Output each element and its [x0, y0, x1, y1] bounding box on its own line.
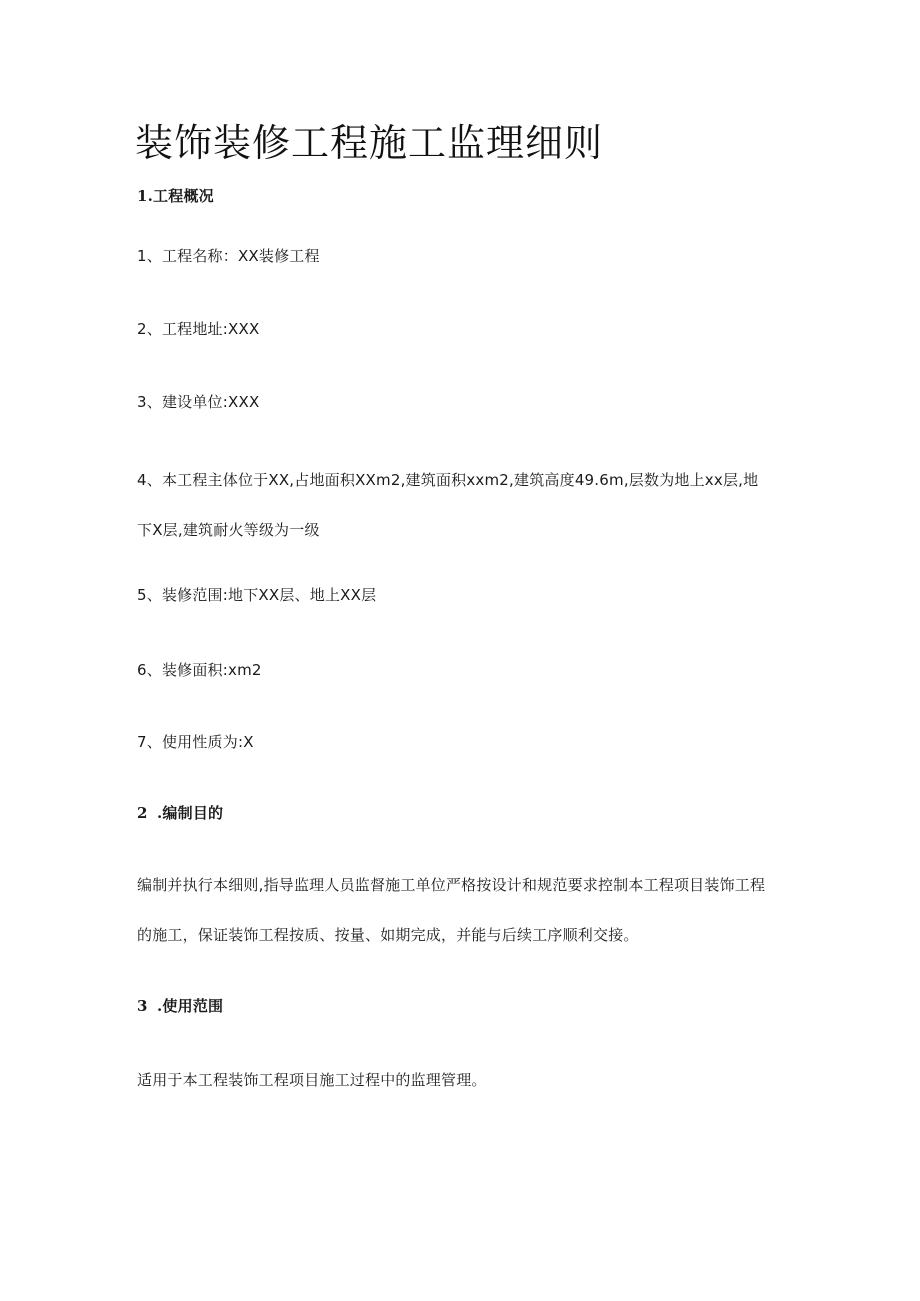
overview-item-1: 1、工程名称：XX装修工程	[137, 247, 320, 265]
purpose-paragraph-line-1: 编制并执行本细则,指导监理人员监督施工单位严格按设计和规范要求控制本工程项目装饰工程	[137, 876, 766, 894]
section-2-number: 2	[137, 804, 148, 822]
overview-item-2: 2、工程地址:XXX	[137, 320, 260, 338]
section-2-heading	[137, 803, 223, 823]
overview-item-4-line-1: 4、本工程主体位于XX,占地面积XXm2,建筑面积xxm2,建筑高度49.6m,层数为地上xx层,地	[137, 471, 759, 489]
section-3-label: .使用范围	[157, 997, 224, 1015]
section-1-heading: 1.工程概况	[137, 187, 214, 205]
section-3-heading	[137, 996, 223, 1016]
overview-item-7: 7、使用性质为:X	[137, 733, 254, 751]
document-title: 装饰装修工程施工监理细则	[135, 121, 604, 165]
section-2-label: .编制目的	[157, 804, 224, 822]
purpose-paragraph-line-2: 的施工，保证装饰工程按质、按量、如期完成，并能与后续工序顺利交接。	[137, 926, 639, 944]
overview-item-6: 6、装修面积:xm2	[137, 661, 262, 679]
section-3-number: 3	[137, 997, 148, 1015]
overview-item-3: 3、建设单位:XXX	[137, 393, 260, 411]
overview-item-5: 5、装修范围:地下XX层、地上XX层	[137, 586, 377, 604]
scope-paragraph-line-1: 适用于本工程装饰工程项目施工过程中的监理管理。	[137, 1071, 487, 1089]
overview-item-4-line-2: 下X层,建筑耐火等级为一级	[137, 521, 320, 539]
